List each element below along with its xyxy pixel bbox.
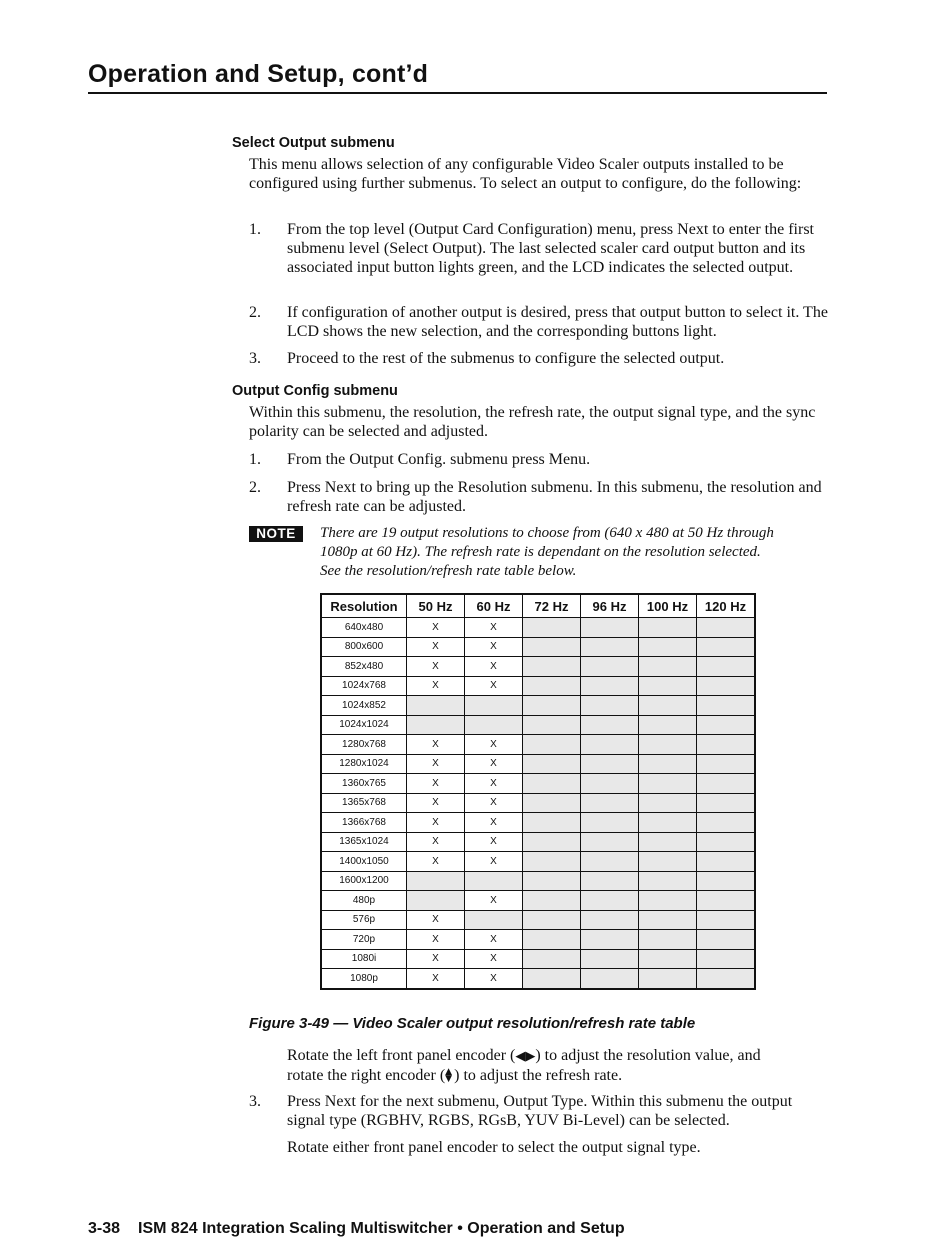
- rate-cell: [523, 657, 581, 677]
- table-row: [321, 774, 755, 794]
- table-row: [321, 930, 755, 950]
- rate-cell: [523, 735, 581, 755]
- step-number: 1.: [249, 221, 261, 238]
- text-fragment: ) to adjust the resolution value, and: [535, 1047, 761, 1064]
- table-row: [321, 618, 755, 638]
- resolution-cell: 1280x768: [321, 735, 407, 755]
- rate-cell: [697, 969, 756, 989]
- rate-cell: [581, 891, 639, 911]
- rate-cell: X: [407, 793, 465, 813]
- rate-cell: [639, 657, 697, 677]
- table-row: [321, 637, 755, 657]
- rate-cell: [697, 813, 756, 833]
- rate-cell: [407, 715, 465, 735]
- rate-cell: [523, 852, 581, 872]
- rate-cell: [581, 852, 639, 872]
- rate-cell: [639, 910, 697, 930]
- rate-cell: [523, 696, 581, 716]
- rate-cell: X: [465, 949, 523, 969]
- col-header: 120 Hz: [697, 594, 756, 618]
- rate-cell: [581, 832, 639, 852]
- note-badge: NOTE: [249, 526, 303, 542]
- table-row: [321, 910, 755, 930]
- rate-cell: [697, 910, 756, 930]
- rate-cell: [639, 774, 697, 794]
- rate-cell: [581, 949, 639, 969]
- resolution-cell: 1360x765: [321, 774, 407, 794]
- rate-cell: [523, 969, 581, 989]
- note-line: There are 19 output resolutions to choose from (640 x 480 at 50 Hz through: [320, 525, 774, 541]
- step-number: 3.: [249, 350, 261, 367]
- resolution-cell: 720p: [321, 930, 407, 950]
- rate-cell: [639, 618, 697, 638]
- rate-cell: [639, 852, 697, 872]
- table-row: [321, 852, 755, 872]
- text-fragment: ) to adjust the refresh rate.: [454, 1067, 623, 1084]
- rate-cell: X: [407, 949, 465, 969]
- step-text: Press Next for the next submenu, Output Type. Within this submenu the output signal type (RGBHV, RGBS, RGsB, YUV Bi-Level) can be selected.: [287, 1093, 793, 1129]
- rate-cell: [697, 618, 756, 638]
- rate-cell: [639, 754, 697, 774]
- rate-cell: [639, 735, 697, 755]
- rate-cell: X: [465, 754, 523, 774]
- header-rule: [88, 92, 827, 94]
- rate-cell: [639, 813, 697, 833]
- resolution-refresh-table: [320, 593, 756, 990]
- resolution-cell: 480p: [321, 891, 407, 911]
- rate-cell: [581, 754, 639, 774]
- rate-cell: X: [407, 910, 465, 930]
- col-header: 60 Hz: [465, 594, 523, 618]
- rate-cell: X: [465, 891, 523, 911]
- table-row: [321, 969, 755, 989]
- resolution-cell: 1280x1024: [321, 754, 407, 774]
- col-header: Resolution: [321, 594, 407, 618]
- rate-cell: X: [407, 754, 465, 774]
- text-fragment: rotate the right encoder (: [287, 1067, 446, 1084]
- rate-cell: X: [465, 793, 523, 813]
- col-header: 100 Hz: [639, 594, 697, 618]
- rate-cell: X: [465, 676, 523, 696]
- page-number: 3-38: [88, 1220, 121, 1237]
- table-header-row: [321, 594, 755, 618]
- footer-title: ISM 824 Integration Scaling Multiswitcher • Operation and Setup: [138, 1220, 625, 1237]
- figure-caption: Figure 3-49 — Video Scaler output resolution/refresh rate table: [249, 1015, 696, 1032]
- rate-cell: X: [465, 637, 523, 657]
- note-line: 1080p at 60 Hz). The refresh rate is dependant on the resolution selected.: [320, 544, 761, 560]
- rate-cell: [639, 949, 697, 969]
- table-row: [321, 715, 755, 735]
- table-row: [321, 696, 755, 716]
- resolution-cell: 1366x768: [321, 813, 407, 833]
- rate-cell: [523, 813, 581, 833]
- rate-cell: [407, 696, 465, 716]
- rate-cell: [523, 793, 581, 813]
- resolution-cell: 852x480: [321, 657, 407, 677]
- rate-cell: [581, 930, 639, 950]
- rate-cell: [465, 910, 523, 930]
- rate-cell: [523, 891, 581, 911]
- rate-cell: [697, 832, 756, 852]
- step-text: Press Next to bring up the Resolution submenu. In this submenu, the resolution and refresh rate can be adjusted.: [287, 479, 822, 515]
- rate-cell: [523, 871, 581, 891]
- rate-cell: X: [465, 735, 523, 755]
- rate-cell: X: [407, 637, 465, 657]
- step-number: 2.: [249, 479, 261, 496]
- rate-cell: [697, 891, 756, 911]
- rate-cell: [697, 637, 756, 657]
- table-row: [321, 832, 755, 852]
- final-instruction: Rotate either front panel encoder to select the output signal type.: [287, 1139, 701, 1156]
- rate-cell: [697, 676, 756, 696]
- rate-cell: [697, 696, 756, 716]
- rate-cell: [697, 754, 756, 774]
- rate-cell: [523, 910, 581, 930]
- rate-cell: X: [465, 813, 523, 833]
- rate-cell: [581, 871, 639, 891]
- step-number: 2.: [249, 304, 261, 321]
- table-body: [321, 618, 755, 989]
- rate-cell: X: [407, 832, 465, 852]
- table-row: [321, 676, 755, 696]
- rate-cell: [581, 657, 639, 677]
- resolution-cell: 1365x768: [321, 793, 407, 813]
- rate-cell: X: [465, 930, 523, 950]
- rate-cell: [697, 852, 756, 872]
- rate-cell: [639, 715, 697, 735]
- step-number: 3.: [249, 1093, 261, 1110]
- left-right-arrows-icon: ◀▶: [515, 1049, 536, 1064]
- rate-cell: [581, 735, 639, 755]
- rate-cell: X: [465, 657, 523, 677]
- rate-cell: [639, 969, 697, 989]
- step-text: From the Output Config. submenu press Menu.: [287, 451, 591, 468]
- rate-cell: [697, 657, 756, 677]
- rate-cell: [639, 930, 697, 950]
- rate-cell: [523, 949, 581, 969]
- col-header: 72 Hz: [523, 594, 581, 618]
- rate-cell: X: [407, 852, 465, 872]
- rate-cell: X: [407, 813, 465, 833]
- rate-cell: [639, 696, 697, 716]
- table-row: [321, 813, 755, 833]
- rate-cell: [697, 715, 756, 735]
- rate-cell: X: [465, 969, 523, 989]
- rate-cell: X: [407, 618, 465, 638]
- rate-cell: [697, 774, 756, 794]
- rate-cell: [639, 871, 697, 891]
- note-line: See the resolution/refresh rate table below.: [320, 563, 577, 579]
- text-fragment: Rotate the left front panel encoder (: [287, 1047, 516, 1064]
- rate-cell: [581, 676, 639, 696]
- table-row: [321, 735, 755, 755]
- rate-cell: [581, 618, 639, 638]
- rate-cell: [523, 715, 581, 735]
- rate-cell: [581, 813, 639, 833]
- rotate-line-1: [287, 1046, 827, 1066]
- rate-cell: [523, 832, 581, 852]
- rate-cell: [639, 637, 697, 657]
- step-text: From the top level (Output Card Configuration) menu, press Next to enter the first submenu level (Select Output). The last selected scaler card output button and its associated input button lights green, and the LCD indicates the selected output.: [287, 221, 814, 276]
- rate-cell: [697, 871, 756, 891]
- rate-cell: [465, 696, 523, 716]
- rate-cell: [697, 930, 756, 950]
- rate-cell: X: [407, 969, 465, 989]
- rate-cell: [407, 891, 465, 911]
- rate-cell: [581, 696, 639, 716]
- rate-cell: [639, 793, 697, 813]
- col-header: 50 Hz: [407, 594, 465, 618]
- page-footer: [88, 1220, 625, 1238]
- resolution-cell: 800x600: [321, 637, 407, 657]
- table-row: [321, 793, 755, 813]
- rate-cell: X: [465, 774, 523, 794]
- rate-cell: [639, 676, 697, 696]
- rotate-line-2: [287, 1066, 827, 1085]
- rate-cell: X: [407, 774, 465, 794]
- rate-cell: X: [407, 735, 465, 755]
- select-output-heading: Select Output submenu: [232, 135, 395, 151]
- step-text: If configuration of another output is desired, press that output button to select it. The LCD shows the new selection, and the corresponding buttons light.: [287, 304, 828, 340]
- resolution-cell: 1365x1024: [321, 832, 407, 852]
- output-config-heading: Output Config submenu: [232, 383, 398, 399]
- resolution-cell: 1080i: [321, 949, 407, 969]
- rate-cell: X: [407, 676, 465, 696]
- rate-cell: [523, 774, 581, 794]
- step-number: 1.: [249, 451, 261, 468]
- rate-cell: [581, 910, 639, 930]
- rate-cell: X: [407, 930, 465, 950]
- rate-cell: [581, 715, 639, 735]
- rate-cell: [465, 715, 523, 735]
- rate-cell: X: [465, 832, 523, 852]
- rate-cell: [581, 774, 639, 794]
- resolution-cell: 1024x852: [321, 696, 407, 716]
- rate-cell: X: [407, 657, 465, 677]
- resolution-cell: 1024x768: [321, 676, 407, 696]
- rate-cell: [581, 793, 639, 813]
- rate-cell: X: [465, 852, 523, 872]
- up-down-arrows-icon: ▲▼: [445, 1067, 453, 1085]
- resolution-cell: 1600x1200: [321, 871, 407, 891]
- rate-cell: [523, 754, 581, 774]
- resolution-cell: 1024x1024: [321, 715, 407, 735]
- resolution-cell: 576p: [321, 910, 407, 930]
- rate-cell: [581, 969, 639, 989]
- rate-cell: [523, 637, 581, 657]
- rate-cell: [465, 871, 523, 891]
- table-row: [321, 891, 755, 911]
- table-row: [321, 871, 755, 891]
- rate-cell: [581, 637, 639, 657]
- output-config-intro: Within this submenu, the resolution, the refresh rate, the output signal type, and the sync polarity can be selected and adjusted.: [249, 404, 816, 440]
- resolution-cell: 1080p: [321, 969, 407, 989]
- step-text: Proceed to the rest of the submenus to configure the selected output.: [287, 350, 725, 367]
- note-text: [320, 524, 820, 581]
- resolution-cell: 640x480: [321, 618, 407, 638]
- resolution-cell: 1400x1050: [321, 852, 407, 872]
- rate-cell: [523, 676, 581, 696]
- table-row: [321, 657, 755, 677]
- rate-cell: [639, 832, 697, 852]
- rate-cell: [407, 871, 465, 891]
- table-row: [321, 949, 755, 969]
- rate-cell: X: [465, 618, 523, 638]
- rate-cell: [697, 793, 756, 813]
- col-header: 96 Hz: [581, 594, 639, 618]
- rate-cell: [697, 949, 756, 969]
- rate-cell: [523, 930, 581, 950]
- page-header-title: Operation and Setup, cont’d: [88, 60, 429, 88]
- rate-cell: [639, 891, 697, 911]
- rate-cell: [523, 618, 581, 638]
- table-row: [321, 754, 755, 774]
- select-output-intro: This menu allows selection of any configurable Video Scaler outputs installed to be configured using further submenus. To select an output to configure, do the following:: [249, 156, 802, 192]
- rotate-instructions: [287, 1046, 827, 1085]
- rate-cell: [697, 735, 756, 755]
